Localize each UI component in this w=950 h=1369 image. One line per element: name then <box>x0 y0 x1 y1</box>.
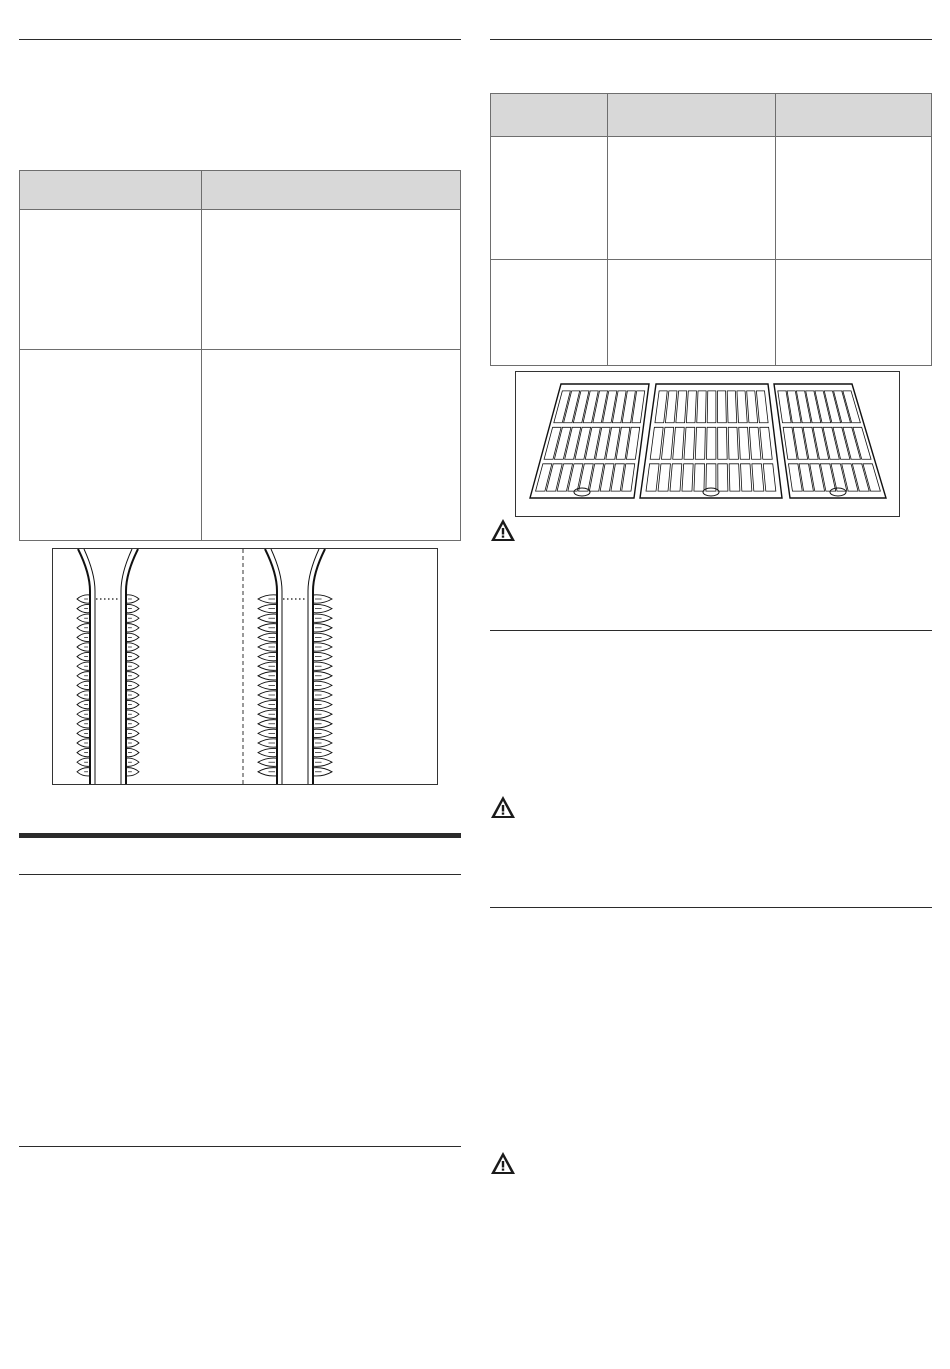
warning-triangle-icon <box>490 795 516 819</box>
grate-figure <box>515 371 900 517</box>
table-column-divider <box>775 94 776 365</box>
left-table <box>19 170 461 541</box>
warning-triangle-icon <box>490 518 516 542</box>
table-row-divider <box>491 259 931 260</box>
section-rule <box>19 1146 461 1147</box>
section-rule <box>490 39 932 40</box>
table-header-row <box>491 94 931 137</box>
section-rule <box>19 39 461 40</box>
section-rule <box>19 874 461 875</box>
burner-figure <box>52 548 438 785</box>
cooking-grate-icon <box>516 372 899 516</box>
table-header-row <box>20 171 460 210</box>
section-rule <box>490 907 932 908</box>
warning-triangle-icon <box>490 1151 516 1175</box>
burner-tube-icon <box>53 549 437 784</box>
table-row-divider <box>20 349 460 350</box>
table-column-divider <box>607 94 608 365</box>
chapter-rule <box>19 833 461 838</box>
right-table <box>490 93 932 366</box>
section-rule <box>490 630 932 631</box>
table-column-divider <box>201 171 202 540</box>
